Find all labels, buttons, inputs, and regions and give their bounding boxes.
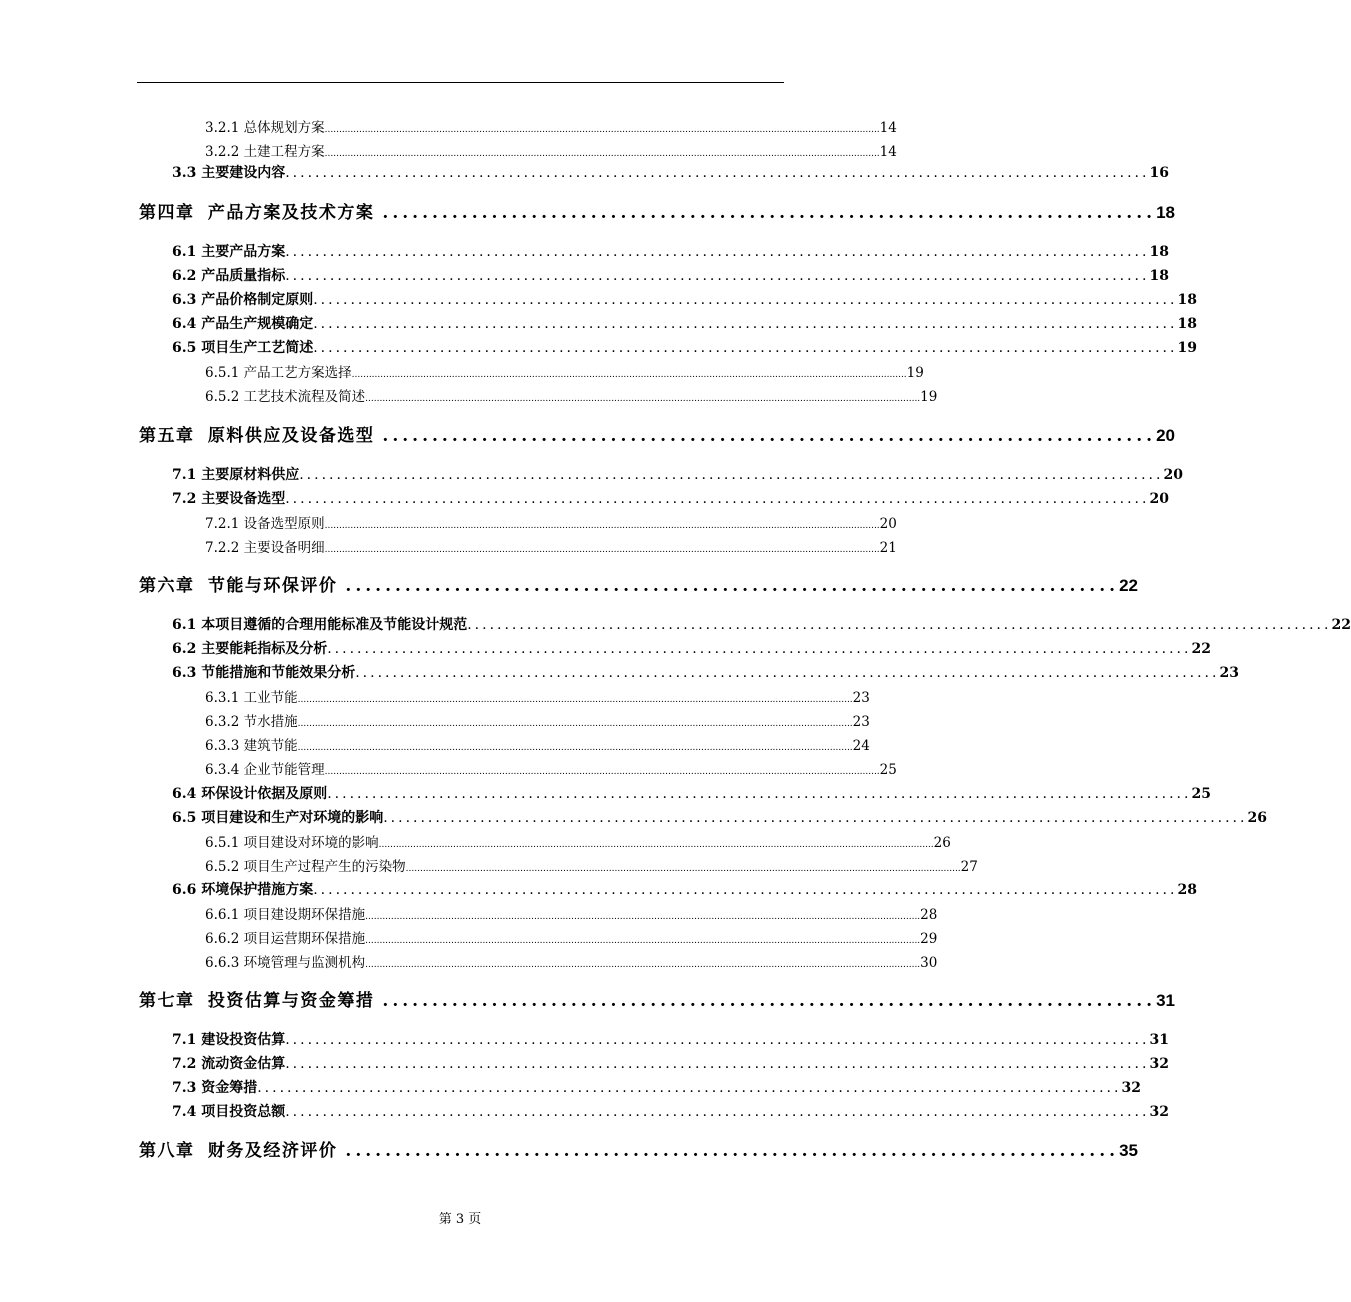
toc-leader-dots: ..................................................................................................................................................................................................	[378, 840, 934, 850]
toc-entry-title: 6.5.2 项目生产过程产生的污染物	[205, 859, 406, 875]
toc-entry-page: 22	[1331, 617, 1351, 633]
toc-leader-dots: ..................................................................................................................................................................................................	[365, 960, 921, 970]
toc-chapter-entry[interactable]	[139, 198, 1175, 223]
toc-leader-dots: ....................................................................................................................	[285, 244, 1150, 260]
toc-leader-dots: ....................................................................................................................	[313, 340, 1178, 356]
toc-chapter-entry[interactable]	[139, 986, 1175, 1011]
toc-entry[interactable]	[205, 686, 870, 706]
toc-entry[interactable]	[172, 1101, 1169, 1121]
toc-entry-page: 23	[852, 714, 870, 730]
toc-entry-title: 7.1 主要原材料供应	[172, 467, 300, 483]
toc-entry[interactable]	[205, 361, 924, 381]
toc-entry-title: 7.1 建设投资估算	[172, 1032, 286, 1048]
toc-entry-title: 第八章 财务及经济评价	[139, 1141, 338, 1161]
toc-entry-page: 24	[852, 738, 870, 754]
toc-entry[interactable]	[172, 1053, 1169, 1073]
toc-entry-title: 6.2 主要能耗指标及分析	[172, 641, 328, 657]
toc-leader-dots: ....................................................................................................................	[383, 810, 1248, 826]
toc-entry-page: 23	[1219, 665, 1239, 681]
toc-entry[interactable]	[172, 1029, 1169, 1049]
toc-entry-title: 第七章 投资估算与资金筹措	[139, 991, 375, 1011]
toc-leader-dots: ..................................................................................................................................................................................................	[365, 394, 921, 404]
toc-leader-dots: ..............................................................................	[345, 1141, 1120, 1161]
toc-entry-title: 6.5 项目建设和生产对环境的影响	[172, 810, 384, 826]
toc-entry[interactable]	[205, 855, 978, 875]
toc-entry[interactable]	[205, 734, 870, 754]
toc-entry-page: 14	[879, 144, 897, 160]
toc-entry[interactable]	[205, 512, 897, 532]
toc-leader-dots: ..................................................................................................................................................................................................	[365, 912, 921, 922]
toc-entry[interactable]	[205, 831, 951, 851]
toc-chapter-entry[interactable]	[139, 1136, 1138, 1161]
toc-entry[interactable]	[172, 488, 1169, 508]
toc-entry-title: 6.3 产品价格制定原则	[172, 292, 314, 308]
toc-entry[interactable]	[172, 614, 1351, 634]
toc-entry-title: 第四章 产品方案及技术方案	[139, 203, 375, 223]
toc-entry-page: 32	[1149, 1104, 1169, 1120]
toc-leader-dots: ..................................................................................................................................................................................................	[297, 743, 853, 753]
toc-entry-page: 18	[1149, 268, 1169, 284]
toc-leader-dots: ..................................................................................................................................................................................................	[351, 370, 907, 380]
toc-entry-title: 第五章 原料供应及设备选型	[139, 426, 375, 446]
toc-entry[interactable]	[172, 313, 1197, 333]
toc-entry-title: 6.3 节能措施和节能效果分析	[172, 665, 356, 681]
toc-entry-title: 6.3.3 建筑节能	[205, 738, 298, 754]
toc-leader-dots: ....................................................................................................................	[313, 316, 1178, 332]
toc-leader-dots: ....................................................................................................................	[285, 165, 1150, 181]
toc-entry-title: 7.3 资金筹措	[172, 1080, 258, 1096]
toc-entry[interactable]	[172, 162, 1169, 182]
toc-entry[interactable]	[205, 951, 938, 971]
toc-entry[interactable]	[205, 385, 938, 405]
toc-leader-dots: ..................................................................................................................................................................................................	[324, 767, 880, 777]
toc-entry[interactable]	[205, 536, 897, 556]
toc-entry[interactable]	[172, 1077, 1141, 1097]
toc-leader-dots: ..................................................................................................................................................................................................	[365, 936, 921, 946]
toc-entry-title: 6.1 本项目遵循的合理用能标准及节能设计规范	[172, 617, 468, 633]
toc-entry-title: 6.6.1 项目建设期环保措施	[205, 907, 366, 923]
toc-entry-page: 18	[1149, 244, 1169, 260]
toc-leader-dots: ....................................................................................................................	[313, 292, 1178, 308]
toc-entry-page: 32	[1121, 1080, 1141, 1096]
toc-entry-page: 20	[1163, 467, 1183, 483]
toc-entry-page: 19	[906, 365, 924, 381]
toc-entry-page: 27	[960, 859, 978, 875]
toc-entry[interactable]	[205, 903, 938, 923]
toc-leader-dots: ....................................................................................................................	[313, 882, 1178, 898]
toc-entry-page: 31	[1156, 991, 1175, 1010]
toc-entry-title: 3.3 主要建设内容	[172, 165, 286, 181]
toc-entry[interactable]	[172, 807, 1267, 827]
toc-entry[interactable]	[205, 140, 897, 160]
toc-entry-title: 6.3.1 工业节能	[205, 690, 298, 706]
toc-entry-page: 28	[1177, 882, 1197, 898]
toc-leader-dots: ..............................................................................	[382, 203, 1157, 223]
toc-entry[interactable]	[205, 710, 870, 730]
toc-entry[interactable]	[172, 662, 1239, 682]
toc-entry-page: 22	[1119, 576, 1138, 595]
toc-leader-dots: ....................................................................................................................	[285, 491, 1150, 507]
toc-entry-page: 19	[920, 389, 938, 405]
toc-entry-page: 30	[920, 955, 938, 971]
toc-entry-title: 6.1 主要产品方案	[172, 244, 286, 260]
toc-entry-page: 16	[1149, 165, 1169, 181]
toc-entry[interactable]	[172, 783, 1211, 803]
toc-leader-dots: ..................................................................................................................................................................................................	[324, 149, 880, 159]
toc-entry-title: 6.3.4 企业节能管理	[205, 762, 325, 778]
toc-leader-dots: ....................................................................................................................	[327, 786, 1192, 802]
toc-entry-page: 29	[920, 931, 938, 947]
toc-entry-page: 19	[1177, 340, 1197, 356]
toc-leader-dots: ..............................................................................	[345, 576, 1120, 596]
toc-entry-title: 6.5 项目生产工艺简述	[172, 340, 314, 356]
toc-leader-dots: ..............................................................................	[382, 426, 1157, 446]
toc-entry-page: 23	[852, 690, 870, 706]
toc-entry-page: 20	[1156, 426, 1175, 445]
toc-entry-title: 6.5.1 项目建设对环境的影响	[205, 835, 379, 851]
toc-entry-title: 7.2.2 主要设备明细	[205, 540, 325, 556]
toc-chapter-entry[interactable]	[139, 571, 1138, 596]
toc-leader-dots: ..................................................................................................................................................................................................	[405, 864, 961, 874]
toc-entry-page: 18	[1177, 316, 1197, 332]
toc-entry-page: 18	[1177, 292, 1197, 308]
toc-entry[interactable]	[172, 241, 1169, 261]
toc-entry-title: 6.6.2 项目运营期环保措施	[205, 931, 366, 947]
toc-entry[interactable]	[172, 337, 1197, 357]
toc-leader-dots: ....................................................................................................................	[285, 1056, 1150, 1072]
toc-leader-dots: ....................................................................................................................	[467, 617, 1332, 633]
toc-leader-dots: ....................................................................................................................	[285, 1104, 1150, 1120]
toc-entry[interactable]	[205, 116, 897, 136]
toc-leader-dots: ....................................................................................................................	[299, 467, 1164, 483]
toc-leader-dots: ....................................................................................................................	[327, 641, 1192, 657]
toc-entry[interactable]	[205, 758, 897, 778]
toc-entry[interactable]	[172, 265, 1169, 285]
toc-entry-page: 32	[1149, 1056, 1169, 1072]
toc-entry-page: 26	[933, 835, 951, 851]
toc-entry-title: 6.5.2 工艺技术流程及简述	[205, 389, 366, 405]
toc-entry-page: 28	[920, 907, 938, 923]
page-number-footer: 第 3 页	[438, 1212, 482, 1227]
toc-entry-title: 6.6 环境保护措施方案	[172, 882, 314, 898]
toc-entry-title: 6.2 产品质量指标	[172, 268, 286, 284]
toc-entry-title: 7.2 流动资金估算	[172, 1056, 286, 1072]
toc-entry-page: 35	[1119, 1141, 1138, 1160]
toc-entry-page: 14	[879, 120, 897, 136]
toc-entry-title: 6.3.2 节水措施	[205, 714, 298, 730]
toc-entry[interactable]	[172, 464, 1183, 484]
toc-leader-dots: ..................................................................................................................................................................................................	[324, 125, 880, 135]
toc-entry-page: 21	[879, 540, 897, 556]
toc-entry-page: 25	[1191, 786, 1211, 802]
toc-leader-dots: ....................................................................................................................	[285, 1032, 1150, 1048]
toc-leader-dots: ..................................................................................................................................................................................................	[324, 545, 880, 555]
toc-entry[interactable]	[172, 289, 1197, 309]
toc-entry-title: 第六章 节能与环保评价	[139, 576, 338, 596]
toc-leader-dots: ..................................................................................................................................................................................................	[297, 719, 853, 729]
toc-entry[interactable]	[172, 879, 1197, 899]
toc-entry-page: 18	[1156, 203, 1175, 222]
toc-leader-dots: ..................................................................................................................................................................................................	[297, 695, 853, 705]
toc-entry-title: 3.2.1 总体规划方案	[205, 120, 325, 136]
toc-entry-page: 25	[879, 762, 897, 778]
toc-entry[interactable]	[172, 638, 1211, 658]
toc-entry-page: 26	[1247, 810, 1267, 826]
toc-entry-page: 31	[1149, 1032, 1169, 1048]
toc-leader-dots: ....................................................................................................................	[285, 268, 1150, 284]
toc-leader-dots: ....................................................................................................................	[257, 1080, 1122, 1096]
toc-leader-dots: ..............................................................................	[382, 991, 1157, 1011]
toc-entry-title: 6.5.1 产品工艺方案选择	[205, 365, 352, 381]
toc-leader-dots: ..................................................................................................................................................................................................	[324, 521, 880, 531]
toc-entry-title: 6.6.3 环境管理与监测机构	[205, 955, 366, 971]
toc-entry-title: 6.4 环保设计依据及原则	[172, 786, 328, 802]
toc-entry-title: 6.4 产品生产规模确定	[172, 316, 314, 332]
toc-entry[interactable]	[205, 927, 938, 947]
toc-leader-dots: ....................................................................................................................	[355, 665, 1220, 681]
toc-entry-page: 22	[1191, 641, 1211, 657]
toc-entry-page: 20	[1149, 491, 1169, 507]
toc-entry-title: 7.2 主要设备选型	[172, 491, 286, 507]
toc-chapter-entry[interactable]	[139, 421, 1175, 446]
toc-entry-title: 7.2.1 设备选型原则	[205, 516, 325, 532]
toc-entry-page: 20	[879, 516, 897, 532]
toc-entry-title: 3.2.2 土建工程方案	[205, 144, 325, 160]
toc-entry-title: 7.4 项目投资总额	[172, 1104, 286, 1120]
